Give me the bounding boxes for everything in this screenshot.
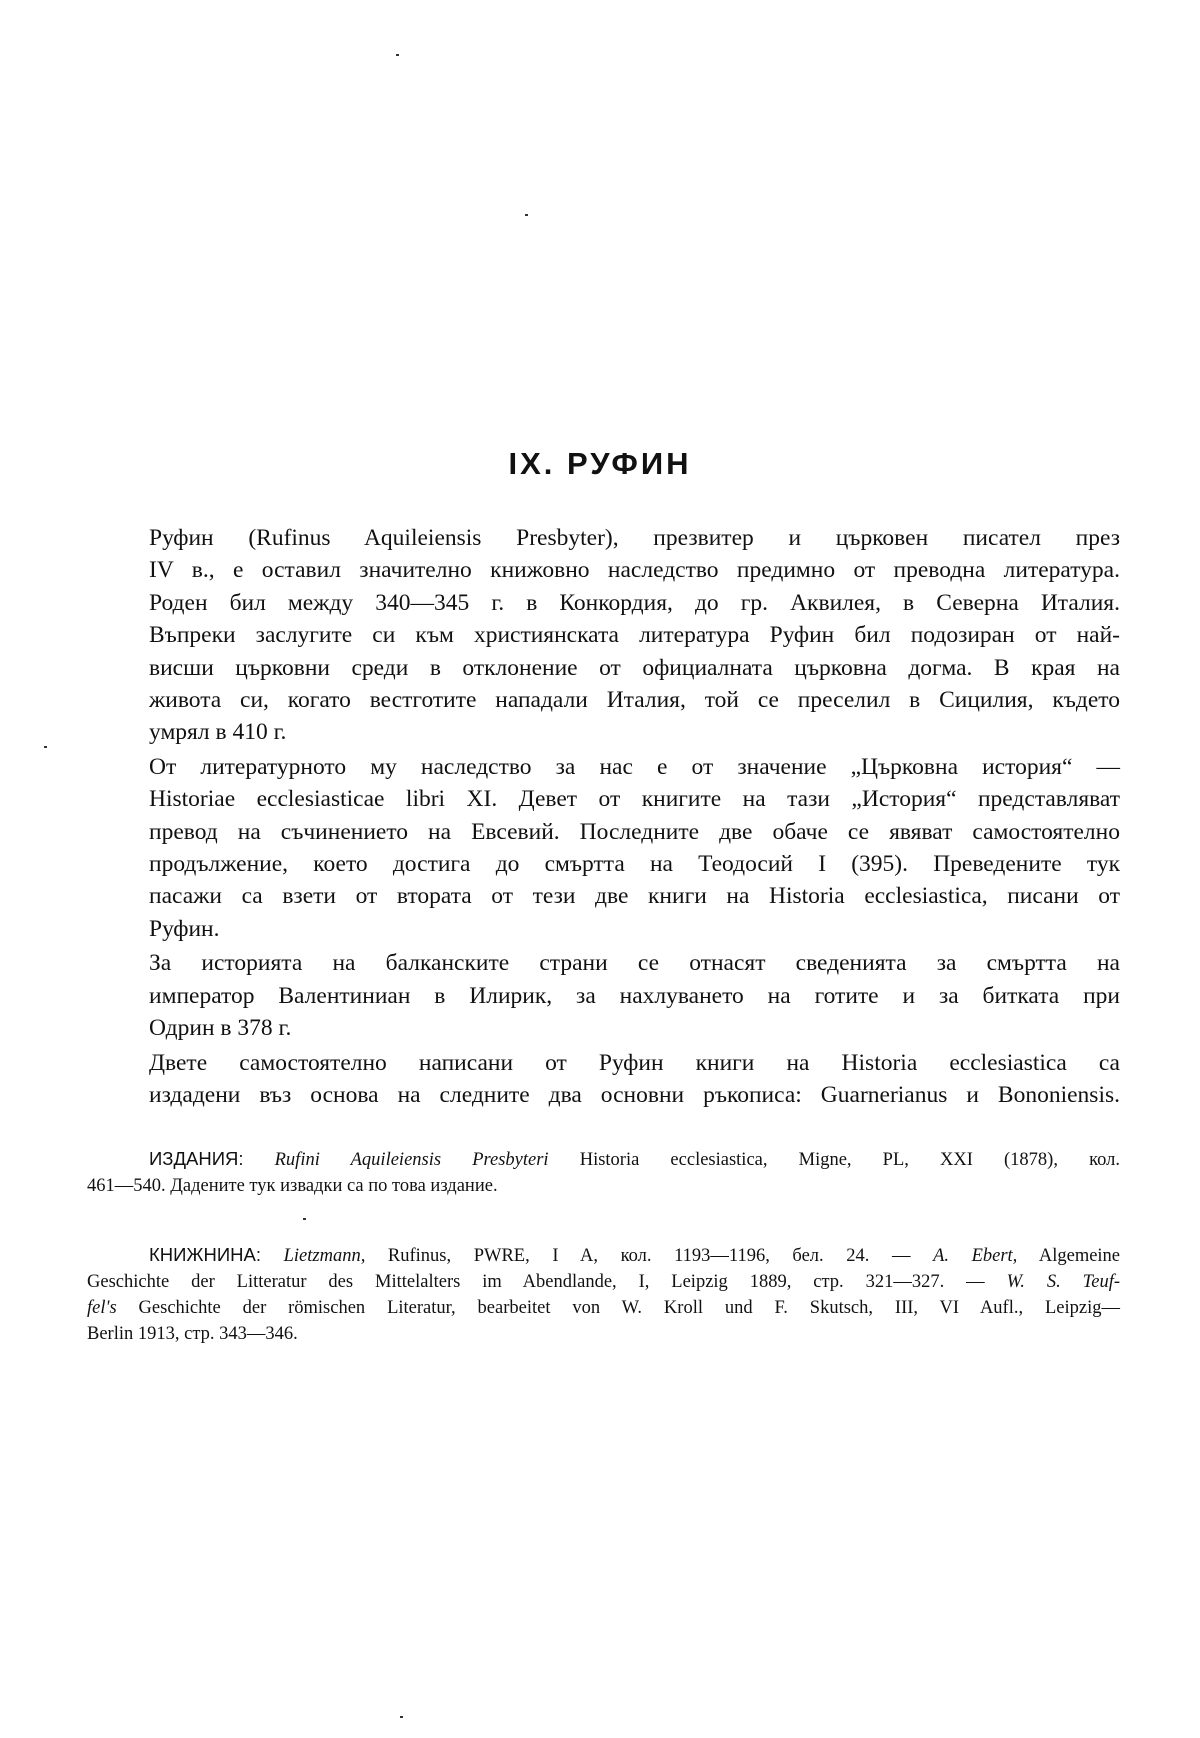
editions-author: Rufini Aquileiensis Presbyteri [274,1150,549,1170]
literature-label: КНИЖНИНА: [149,1244,262,1265]
editions-label: ИЗДАНИЯ: [149,1148,244,1169]
literature-author: W. S. Teuf- [1006,1272,1121,1292]
literature-author: Lietzmann, [283,1246,366,1266]
scan-speck [396,54,399,56]
scan-speck [400,1716,403,1718]
text-line: От литературното му наследство за нас е от значение „Църковна история“ — [149,753,1120,780]
editions-line [87,1146,1120,1173]
body-text [87,522,1120,1113]
paragraph-1 [87,522,1120,749]
text-line: За историята на балканските страни се отнасят сведенията за смъртта на [149,950,1120,977]
text-line: Одрин в 378 г. [149,1015,292,1042]
paragraph-4 [87,1047,1120,1112]
text-line: император Валентиниан в Илирик, за нахлуването на готите и за битката при [149,982,1120,1009]
editions-line: 461—540. Дадените тук извадки са по това издание. [87,1176,498,1196]
text-line: Historiae ecclesiasticae libri XI. Девет от книгите на тази „История“ представляват [149,786,1120,813]
text-line: Роден бил между 340—345 г. в Конкордия, до гр. Аквилея, в Северна Италия. [149,589,1120,616]
editions-note [87,1146,1120,1199]
text-line: пасажи са взети от втората от тези две книги на Historia ecclesiastica, писани от [149,883,1120,910]
text-line: IV в., е оставил значително книжовно наследство предимно от преводна литература. [149,557,1120,584]
literature-text: Geschichte der Litteratur des Mittelalters im Abendlande, I, Leipzig 1889, стр. 321—327. — [87,1272,985,1292]
literature-line: Berlin 1913, стр. 343—346. [87,1324,298,1344]
literature-text: Algemeine [1038,1246,1121,1266]
scan-speck [44,746,47,748]
text-line: продължение, което достига до смъртта на Теодосий I (395). Преведените тук [149,851,1120,878]
literature-line [87,1269,1120,1295]
scan-speck [303,1218,306,1220]
text-line: висши църковни среди в отклонение от официалната църковна догма. В края на [149,654,1120,681]
text-line: Двете самостоятелно написани от Руфин книги на Historia ecclesiastica са [149,1049,1120,1076]
text-line: умрял в 410 г. [149,719,287,746]
literature-line [87,1295,1120,1321]
text-line: живота си, когато вестготите нападали Италия, той се преселил в Сицилия, където [149,687,1120,714]
literature-text: Rufinus, PWRE, I A, кол. 1193—1196, бел. 24. — [387,1246,911,1266]
paragraph-2 [87,751,1120,945]
chapter-title: IX. РУФИН [508,446,692,481]
literature-line [87,1242,1120,1269]
paragraph-3 [87,947,1120,1044]
text-line: издадени въз основа на следните два основни ръкописа: Guarnerianus и Bononiensis. [149,1081,1120,1108]
text-line: превод на съчинението на Евсевий. Последните две обаче се явяват самостоятелно [149,818,1120,845]
scan-speck [525,214,528,216]
text-line: Руфин. [149,915,220,942]
text-line: Руфин (Rufinus Aquileiensis Presbyter), презвитер и църковен писател през [149,525,1120,551]
literature-text: Geschichte der römischen Literatur, bearbeitet von W. Kroll und F. Skutsch, III, VI Aufl., Leipzig— [138,1298,1120,1318]
literature-author: A. Ebert, [933,1246,1018,1266]
literature-author: fel's [87,1298,117,1318]
text-line: Въпреки заслугите си към християнската литература Руфин бил подозиран от най- [149,622,1120,649]
editions-text: Historia ecclesiastica, Migne, PL, XXI (1878), кол. [579,1150,1120,1170]
literature-note [87,1242,1120,1347]
